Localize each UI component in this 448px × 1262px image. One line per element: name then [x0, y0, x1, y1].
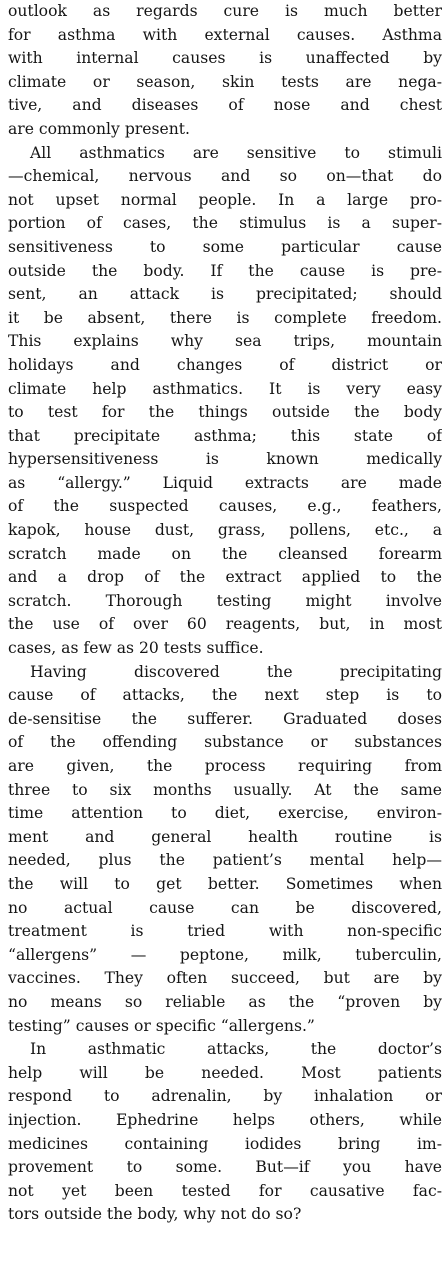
- text-line: treatment is tried with non-specific: [8, 922, 442, 941]
- text-line: tive, and diseases of nose and chest: [8, 96, 442, 115]
- text-line: climate or season, skin tests are nega-: [8, 72, 442, 91]
- text-line: —chemical, nervous and so on—that do: [8, 167, 442, 186]
- text-line: no means so reliable as the “proven by: [8, 992, 442, 1011]
- text-line: are given, the process requiring from: [8, 757, 442, 775]
- text-line: of the suspected causes, e.g., feathers,: [8, 497, 442, 516]
- text-line: to test for the things outside the body: [8, 403, 442, 422]
- text-line: de-sensitise the sufferer. Graduated doses: [8, 709, 442, 728]
- text-line: sent, an attack is precipitated; should: [8, 285, 442, 304]
- text-line: tors outside the body, why not do so?: [8, 1205, 302, 1224]
- text-line: time attention to diet, exercise, environ-: [8, 804, 442, 823]
- text-line: no actual cause can be discovered,: [8, 898, 442, 917]
- text-line: outside the body. If the cause is pre-: [8, 261, 442, 280]
- text-line: are commonly present.: [8, 119, 190, 138]
- text-line: the will to get better. Sometimes when: [8, 874, 442, 893]
- text-line: of the offending substance or substances: [8, 733, 442, 752]
- paragraph-3: [8, 661, 442, 1039]
- text-line: and a drop of the extract applied to the: [8, 568, 442, 587]
- text-line: that precipitate asthma; this state of: [8, 426, 442, 445]
- text-line: cases, as few as 20 tests suffice.: [8, 639, 264, 658]
- text-line: needed, plus the patient’s mental help—: [8, 851, 442, 870]
- text-line: portion of cases, the stimulus is a super-: [8, 214, 442, 233]
- text-line: injection. Ephedrine helps others, while: [8, 1110, 442, 1129]
- article-text: [8, 0, 442, 1227]
- text-line: vaccines. They often succeed, but are by: [8, 969, 442, 988]
- paragraph-4: [8, 1038, 442, 1227]
- text-line: provement to some. But—if you have: [8, 1158, 442, 1177]
- text-line: climate help asthmatics. It is very easy: [8, 379, 442, 398]
- text-line: help will be needed. Most patients: [8, 1063, 442, 1082]
- text-line: cause of attacks, the next step is to: [8, 686, 442, 705]
- text-line: with internal causes is unaffected by: [8, 49, 442, 68]
- text-line: All asthmatics are sensitive to stimuli: [30, 143, 442, 162]
- text-line: scratch. Thorough testing might involve: [8, 591, 442, 610]
- text-line: kapok, house dust, grass, pollens, etc., a: [8, 521, 442, 540]
- text-line: outlook as regards cure is much better: [8, 2, 442, 20]
- text-line: testing” causes or specific “allergens.”: [8, 1016, 315, 1035]
- text-line: it be absent, there is complete freedom.: [8, 308, 442, 327]
- text-line: hypersensitiveness is known medically: [8, 450, 442, 469]
- text-line: the use of over 60 reagents, but, in most: [8, 615, 442, 634]
- text-line: for asthma with external causes. Asthma: [8, 25, 442, 44]
- text-line: Having discovered the precipitating: [30, 662, 442, 681]
- text-line: “allergens” — peptone, milk, tuberculin,: [8, 945, 442, 964]
- text-line: This explains why sea trips, mountain: [8, 332, 442, 351]
- text-line: not upset normal people. In a large pro-: [8, 190, 442, 209]
- text-line: as “allergy.” Liquid extracts are made: [8, 473, 442, 492]
- text-line: scratch made on the cleansed forearm: [8, 544, 442, 563]
- text-line: respond to adrenalin, by inhalation or: [8, 1087, 442, 1106]
- text-line: not yet been tested for causative fac-: [8, 1181, 442, 1200]
- text-line: medicines containing iodides bring im-: [8, 1134, 442, 1153]
- text-line: sensitiveness to some particular cause: [8, 237, 442, 256]
- text-line: holidays and changes of district or: [8, 355, 442, 374]
- paragraph-2: [8, 142, 442, 661]
- paragraph-1: [8, 0, 442, 142]
- text-line: three to six months usually. At the same: [8, 780, 442, 799]
- text-line: ment and general health routine is: [8, 827, 442, 846]
- text-line: In asthmatic attacks, the doctor’s: [30, 1040, 442, 1059]
